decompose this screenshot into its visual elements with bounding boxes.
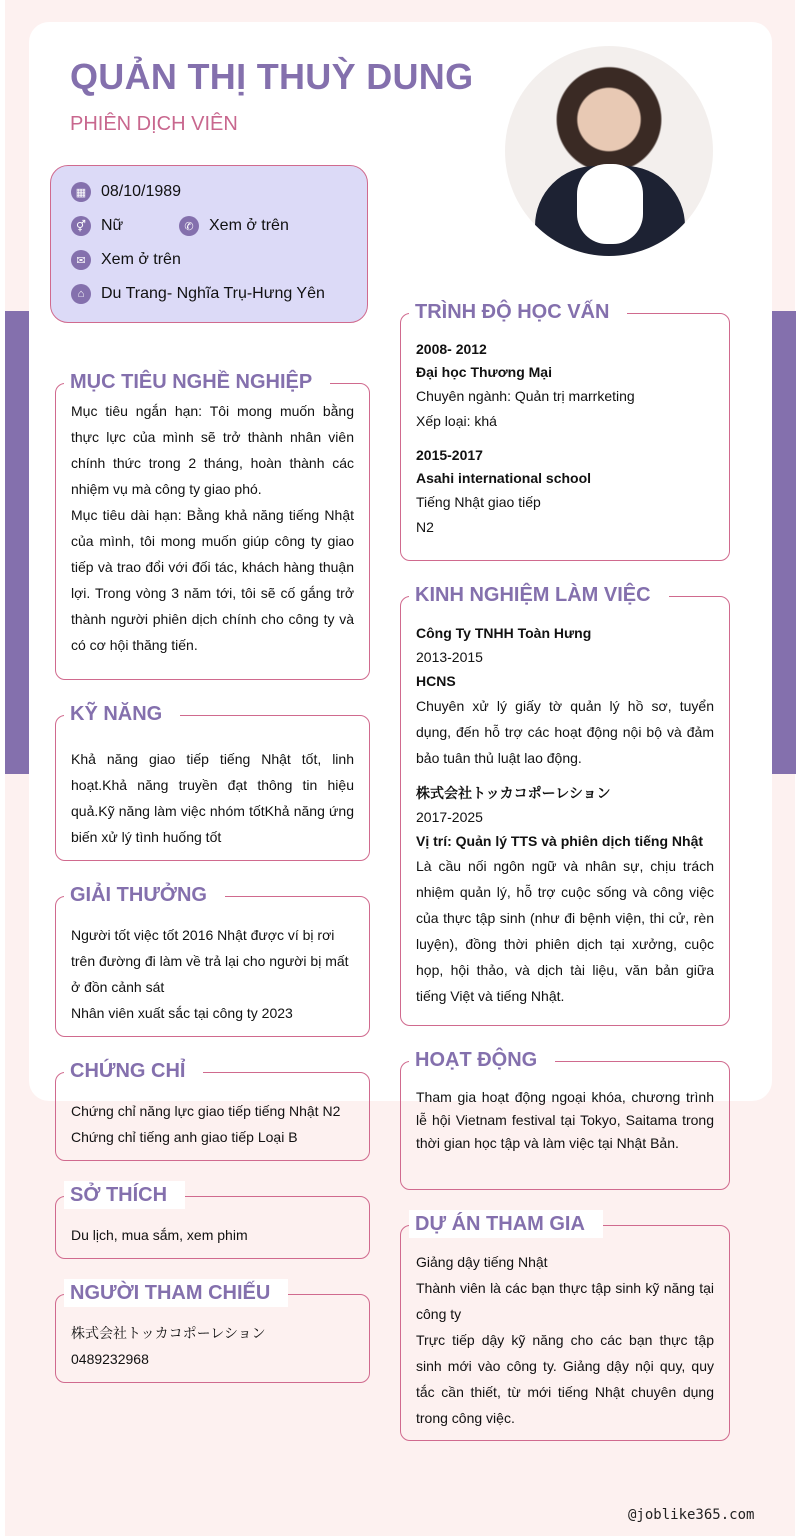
section-heading: GIẢI THƯỞNG [64,881,225,909]
experience-desc: Chuyên xử lý giấy tờ quản lý hồ sơ, tuyển dụng, đến hỗ trợ các hoạt động nội bộ và đảm bảo tuân thủ luật lao động. [416,698,714,766]
experience-years: 2013-2015 [416,649,483,665]
address: Du Trang- Nghĩa Trụ-Hưng Yên [101,285,325,302]
certificate-item: Chứng chỉ tiếng anh giao tiếp Loại B [71,1129,298,1145]
email-icon: ✉ [71,250,91,270]
birthday: 08/10/1989 [101,183,182,200]
education-years: 2015-2017 [416,447,483,463]
gender-icon: ⚥ [71,216,91,236]
education-school: Đại học Thương Mại [416,364,552,380]
experience-role: HCNS [416,673,456,689]
profile-photo [505,46,713,256]
short-term-goal: Mục tiêu ngắn hạn: Tôi mong muốn bằng thực lực của mình sẽ trở thành nhân viên chính thức trong 2 tháng, hoàn thành các nhiệm vụ mà công ty giao phó. [71,403,354,497]
phone: Xem ở trên [209,217,289,234]
section-heading: DỰ ÁN THAM GIA [409,1210,603,1238]
education-school: Asahi international school [416,470,592,486]
project-item: Giảng dậy tiếng Nhật [416,1254,548,1270]
section-heading: KINH NGHIỆM LÀM VIỆC [409,581,669,609]
education-major: Tiếng Nhật giao tiếp [416,494,541,510]
award-item: Người tốt việc tốt 2016 Nhật được ví bị rơi trên đường đi làm về trả lại cho người bị mất ở đồn cảnh sát [71,927,349,995]
activities-section [400,1049,730,1190]
project-item: Trực tiếp dậy kỹ năng cho các bạn thực tập sinh mới vào công ty. Giảng dậy nội quy, quy tắc cần thiết, từ mới tiếng Nhật chuyên dụng trong công việc. [416,1332,714,1426]
certificate-item: Chứng chỉ năng lực giao tiếp tiếng Nhật N2 [71,1103,341,1119]
experience-years: 2017-2025 [416,809,483,825]
section-heading: TRÌNH ĐỘ HỌC VẤN [409,298,627,326]
experience-company: Công Ty TNHH Toàn Hưng [416,625,592,641]
watermark-footer: @joblike365.com [628,1507,755,1523]
long-term-goal: Mục tiêu dài hạn: Bằng khả năng tiếng Nhật của mình, tôi mong muốn giúp công ty giao tiếp và trao đổi với đối tác, khách hàng thuận lợi. Trong vòng 3 năm tới, tôi sẽ cố gắng trở thành người phiên dịch chính cho công ty và có cơ hội thăng tiến. [71,507,354,653]
hobbies-text: Du lịch, mua sắm, xem phim [71,1227,248,1243]
experience-section [400,584,730,1026]
experience-company: 株式会社トッカコポーレション [416,785,611,801]
award-item: Nhân viên xuất sắc tại công ty 2023 [71,1005,293,1021]
references-section [55,1282,370,1383]
education-section [400,301,730,561]
awards-section [55,884,370,1037]
reference-phone: 0489232968 [71,1351,149,1367]
education-major: Chuyên ngành: Quản trị marrketing [416,388,635,404]
gender: Nữ [101,217,124,234]
contact-box [50,165,368,323]
activities-text: Tham gia hoạt động ngoại khóa, chương trình lễ hội Vietnam festival tại Tokyo, Saitama trong thời gian học tập và làm việc tại Nhật Bản. [416,1089,714,1151]
home-icon: ⌂ [71,284,91,304]
projects-section [400,1213,730,1441]
left-accent-bar [5,311,29,774]
section-heading: KỸ NĂNG [64,700,180,728]
objective-section [55,371,370,680]
phone-icon: ✆ [179,216,199,236]
education-grade: Xếp loại: khá [416,413,497,429]
education-grade: N2 [416,519,434,535]
experience-role: Vị trí: Quản lý TTS và phiên dịch tiếng Nhật [416,833,704,849]
calendar-icon: ▦ [71,182,91,202]
hobbies-section [55,1184,370,1259]
email: Xem ở trên [101,251,181,268]
section-heading: CHỨNG CHỈ [64,1057,203,1085]
section-heading: HOẠT ĐỘNG [409,1046,555,1074]
right-accent-bar [772,311,796,774]
section-heading: SỞ THÍCH [64,1181,185,1209]
candidate-name: QUẢN THỊ THUỲ DUNG [70,56,474,97]
certificates-section [55,1060,370,1161]
skills-text: Khả năng giao tiếp tiếng Nhật tốt, linh hoạt.Khả năng truyền đạt thông tin hiệu quả.Kỹ năng làm việc nhóm tốtKhả năng ứng biến xử lý tình huống tốt [71,751,354,845]
experience-desc: Là cầu nối ngôn ngữ và nhân sự, chịu trách nhiệm quản lý, hỗ trợ cuộc sống và công việc của thực tập sinh (như đi bệnh viện, thi cử, rèn luyện), đồng thời phiên dịch tại xưởng, cuộc họp, hội thảo, và dịch tài liệu, văn bản giữa tiếng Việt và tiếng Nhật. [416,858,714,1004]
education-years: 2008- 2012 [416,341,487,357]
section-heading: MỤC TIÊU NGHỀ NGHIỆP [64,368,330,396]
section-heading: NGƯỜI THAM CHIẾU [64,1279,288,1307]
job-title: PHIÊN DỊCH VIÊN [70,113,238,135]
project-item: Thành viên là các bạn thực tập sinh kỹ năng tại công ty [416,1280,714,1322]
skills-section [55,703,370,861]
reference-company: 株式会社トッカコポーレション [71,1325,266,1341]
